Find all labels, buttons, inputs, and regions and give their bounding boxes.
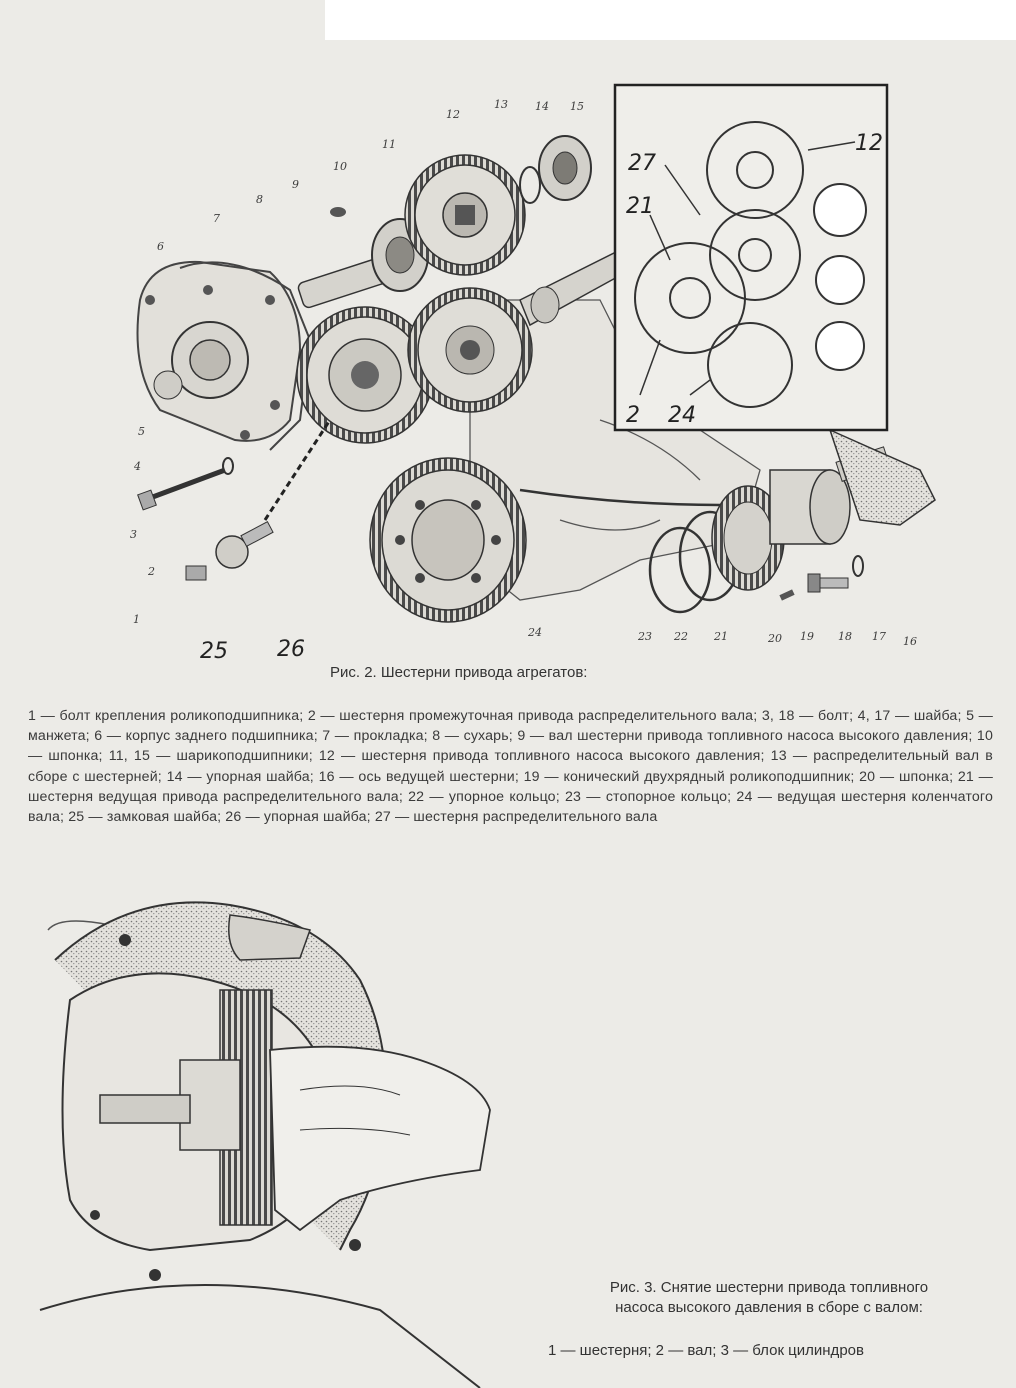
figure3-caption xyxy=(544,1278,994,1318)
figure3-caption-line: Рис. 3. Снятие шестерни привода топливного xyxy=(609,1279,929,1296)
part-label: 4 xyxy=(134,460,141,473)
figure3-caption-line: насоса высокого давления в сборе с валом: xyxy=(615,1299,923,1316)
handwritten-label: 26 xyxy=(277,637,305,662)
part-label: 10 xyxy=(333,160,347,173)
inset-label: 21 xyxy=(626,194,654,219)
figure3-illustration xyxy=(40,902,490,1388)
bolts-left-drawing xyxy=(138,420,330,580)
camshaft-gear-drawing xyxy=(408,288,532,412)
handwritten-label: 25 xyxy=(200,639,228,664)
ball-bearing-15-drawing xyxy=(520,136,591,203)
part-label: 18 xyxy=(838,630,852,643)
part-label: 3 xyxy=(130,528,137,541)
part-label: 8 xyxy=(256,193,263,206)
part-label: 23 xyxy=(638,630,652,643)
part-label: 20 xyxy=(768,632,782,645)
part-label: 9 xyxy=(292,178,299,191)
part-label: 5 xyxy=(138,425,145,438)
part-label: 22 xyxy=(674,630,688,643)
rear-bearing-housing-drawing xyxy=(138,262,301,441)
part-label: 11 xyxy=(382,138,396,151)
part-label: 2 xyxy=(148,565,155,578)
inset-label: 12 xyxy=(855,131,883,156)
key-10-drawing xyxy=(330,207,346,217)
figure3-legend: 1 — шестерня; 2 — вал; 3 — блок цилиндров xyxy=(548,1342,864,1359)
handwritten-labels xyxy=(200,637,305,664)
part-label: 6 xyxy=(157,240,164,253)
part-label: 24 xyxy=(528,626,542,639)
part-label: 14 xyxy=(535,100,549,113)
part-label: 15 xyxy=(570,100,584,113)
fuel-pump-drive-gear-drawing xyxy=(405,155,525,275)
crankshaft-drive-gear-drawing xyxy=(370,458,526,622)
part-label: 17 xyxy=(872,630,886,643)
bolt-18-drawing xyxy=(779,556,863,601)
part-label: 13 xyxy=(494,98,508,111)
inset-label: 2 xyxy=(626,403,640,428)
part-label: 7 xyxy=(213,212,220,225)
inset-label: 24 xyxy=(668,403,696,428)
part-label: 19 xyxy=(800,630,814,643)
part-label: 21 xyxy=(714,630,728,643)
figure2-caption: Рис. 2. Шестерни привода агрегатов: xyxy=(330,664,588,681)
inset-label: 27 xyxy=(628,151,656,176)
figure2-legend: 1 — болт крепления роликоподшипника; 2 — шестерня промежуточная привода распределительного вала; 3, 18 — болт; 4, 17 — шайба; 5 — манжета; 6 — корпус заднего подшипника; 7 — прокладка; 8 — сухарь; 9 — вал шестерни привода топливного насоса высокого давления; 10 — шпонка; 11, 15 — шарикоподшипники; 12 — шестерня привода топливного насоса высокого давления; 13 — распределительный вал в сборе с шестерней; 14 — упорная шайба; 16 — ось ведущей шестерни; 19 — конический двухрядный роликоподшипник; 20 — шпонка; 21 — шестерня ведущая привода распределительного вала; 22 — упорное кольцо; 23 — стопорное кольцо; 24 — ведущая шестерня коленчатого вала; 25 — замковая шайба; 26 — упорная шайба; 27 — шестерня распределительного вала xyxy=(28,708,993,826)
part-label: 12 xyxy=(446,108,460,121)
part-label: 16 xyxy=(903,635,917,648)
part-label: 1 xyxy=(133,613,140,626)
inset-detail-box xyxy=(615,85,887,430)
